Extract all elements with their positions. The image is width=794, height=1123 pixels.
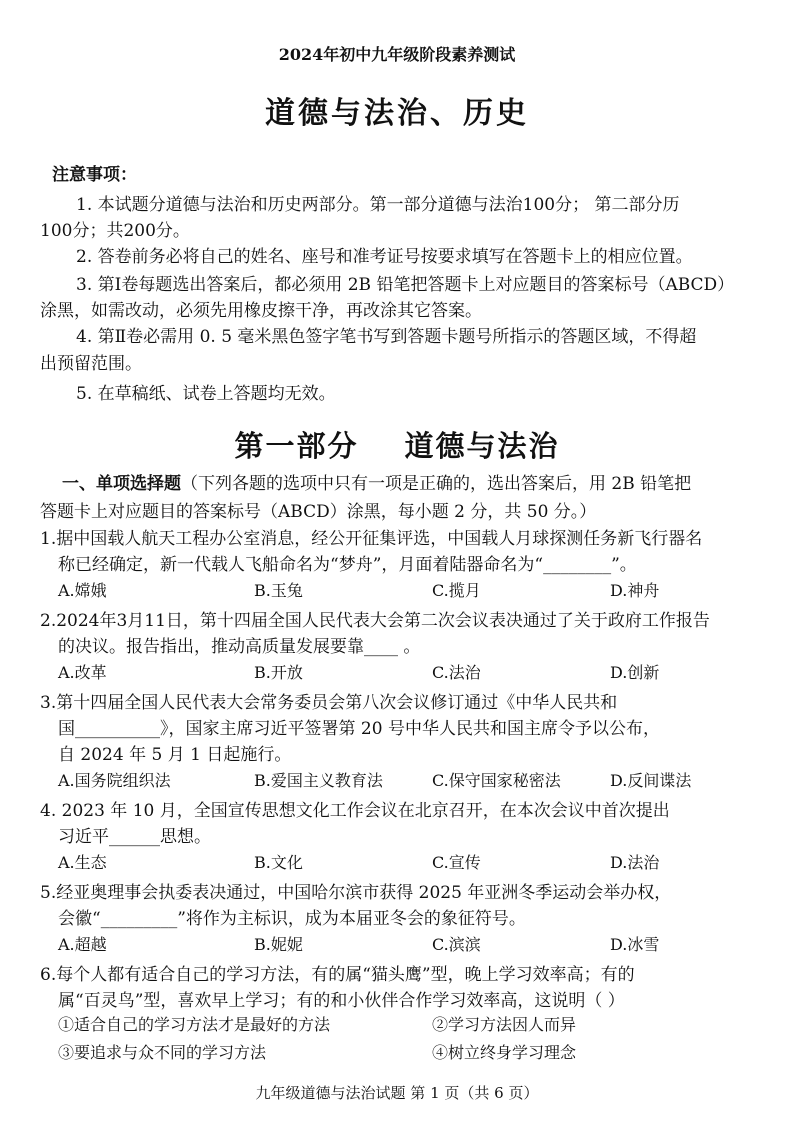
question-6-option-4: ④树立终身学习理念 [432, 1043, 577, 1062]
section-desc: （下列各题的选项中只有一项是正确的，选出答案后，用 2B 铅笔把 [181, 474, 692, 494]
question-2-option-b: B.开放 [254, 663, 303, 682]
question-1-line-1: 1.据中国载人航天工程办公室消息，经公开征集评选，中国载人月球探测任务新飞行器名 [40, 529, 703, 549]
section-desc-2: 答题卡上对应题目的答案标号（ABCD）涂黑，每小题 2 分，共 50 分。） [40, 502, 597, 522]
question-3-option-d: D.反间谍法 [610, 771, 692, 790]
question-4-option-a: A.生态 [58, 853, 107, 872]
question-2-option-a: A.改革 [58, 663, 107, 682]
question-6-option-3: ③要追求与众不同的学习方法 [58, 1043, 267, 1062]
question-5-option-c: C.滨滨 [432, 935, 481, 954]
question-1-option-a: A.嫦娥 [58, 581, 107, 600]
part-subject: 道德与法治 [404, 429, 560, 463]
page-footer: 九年级道德与法治试题 第 1 页（共 6 页） [255, 1084, 539, 1102]
question-4-option-d: D.法治 [610, 853, 660, 872]
section-heading: 一、单项选择题 [62, 474, 181, 494]
question-6-option-2: ②学习方法因人而异 [432, 1015, 577, 1034]
notice-line-2: 2. 答卷前务必将自己的姓名、座号和准考证号按要求填写在答题卡上的相应位置。 [76, 247, 693, 267]
question-4-line-2: 习近平______思想。 [58, 827, 211, 847]
question-3-line-1: 3.第十四届全国人民代表大会常务委员会第八次会议修订通过《中华人民共和 [40, 693, 618, 713]
question-2-option-d: D.创新 [610, 663, 660, 682]
notice-line-3: 3. 第Ⅰ卷每题选出答案后，都必须用 2B 铅笔把答题卡上对应题目的答案标号（ABCD） [76, 275, 735, 295]
notice-heading: 注意事项： [52, 165, 137, 185]
part-title [0, 424, 794, 465]
question-3-option-c: C.保守国家秘密法 [432, 771, 561, 790]
part-number: 第一部分 [234, 429, 359, 463]
question-5-line-2: 会徽“_________”将作为主标识，成为本届亚冬会的象征符号。 [58, 909, 526, 929]
question-4-option-b: B.文化 [254, 853, 303, 872]
question-4-option-c: C.宣传 [432, 853, 481, 872]
exam-title: 道德与法治、历史 [265, 96, 529, 131]
question-2-option-c: C.法治 [432, 663, 481, 682]
notice-line-5: 5. 在草稿纸、试卷上答题均无效。 [76, 384, 336, 404]
question-6-line-1: 6.每个人都有适合自己的学习方法，有的属“猫头鹰”型，晚上学习效率高；有的 [40, 965, 635, 985]
notice-line-1b: 100分；共200分。 [40, 221, 190, 241]
question-2-line-1: 2.2024年3月11日，第十四届全国人民代表大会第二次会议表决通过了关于政府工作报告 [40, 611, 710, 631]
question-1-line-2: 称已经确定，新一代载人飞船命名为“梦舟”，月面着陆器命名为“________”。 [58, 555, 637, 575]
question-2-line-2: 的决议。报告指出，推动高质量发展要靠____ 。 [58, 637, 421, 657]
question-5-option-d: D.冰雪 [610, 935, 660, 954]
question-3-line-3: 自 2024 年 5 月 1 日起施行。 [58, 745, 292, 765]
question-1-option-d: D.神舟 [610, 581, 660, 600]
question-6-option-1: ①适合自己的学习方法才是最好的方法 [58, 1015, 331, 1034]
section-intro [62, 469, 691, 494]
notice-line-4b: 出预留范围。 [40, 354, 142, 374]
question-5-option-a: A.超越 [58, 935, 107, 954]
question-3-option-b: B.爱国主义教育法 [254, 771, 383, 790]
question-5-line-1: 5.经亚奥理事会执委表决通过，中国哈尔滨市获得 2025 年亚洲冬季运动会举办权， [40, 883, 672, 903]
exam-header: 2024年初中九年级阶段素养测试 [278, 45, 516, 64]
question-4-line-1: 4. 2023 年 10 月，全国宣传思想文化工作会议在北京召开，在本次会议中首次提出 [40, 801, 670, 821]
notice-line-4: 4. 第Ⅱ卷必需用 0. 5 毫米黑色签字笔书写到答题卡题号所指示的答题区域，不得超 [76, 327, 697, 347]
question-3-option-a: A.国务院组织法 [58, 771, 171, 790]
notice-line-1: 1. 本试题分道德与法治和历史两部分。第一部分道德与法治100分； 第二部分历 [76, 195, 680, 215]
question-1-option-b: B.玉兔 [254, 581, 303, 600]
question-3-line-2: 国__________》，国家主席习近平签署第 20 号中华人民共和国主席令予以公布， [58, 719, 660, 739]
notice-line-3b: 涂黑，如需改动，必须先用橡皮擦干净，再改涂其它答案。 [40, 301, 482, 321]
question-6-line-2: 属“百灵鸟”型，喜欢早上学习；有的和小伙伴合作学习效率高，这说明（ ） [58, 991, 625, 1011]
question-5-option-b: B.妮妮 [254, 935, 303, 954]
question-1-option-c: C.揽月 [432, 581, 481, 600]
